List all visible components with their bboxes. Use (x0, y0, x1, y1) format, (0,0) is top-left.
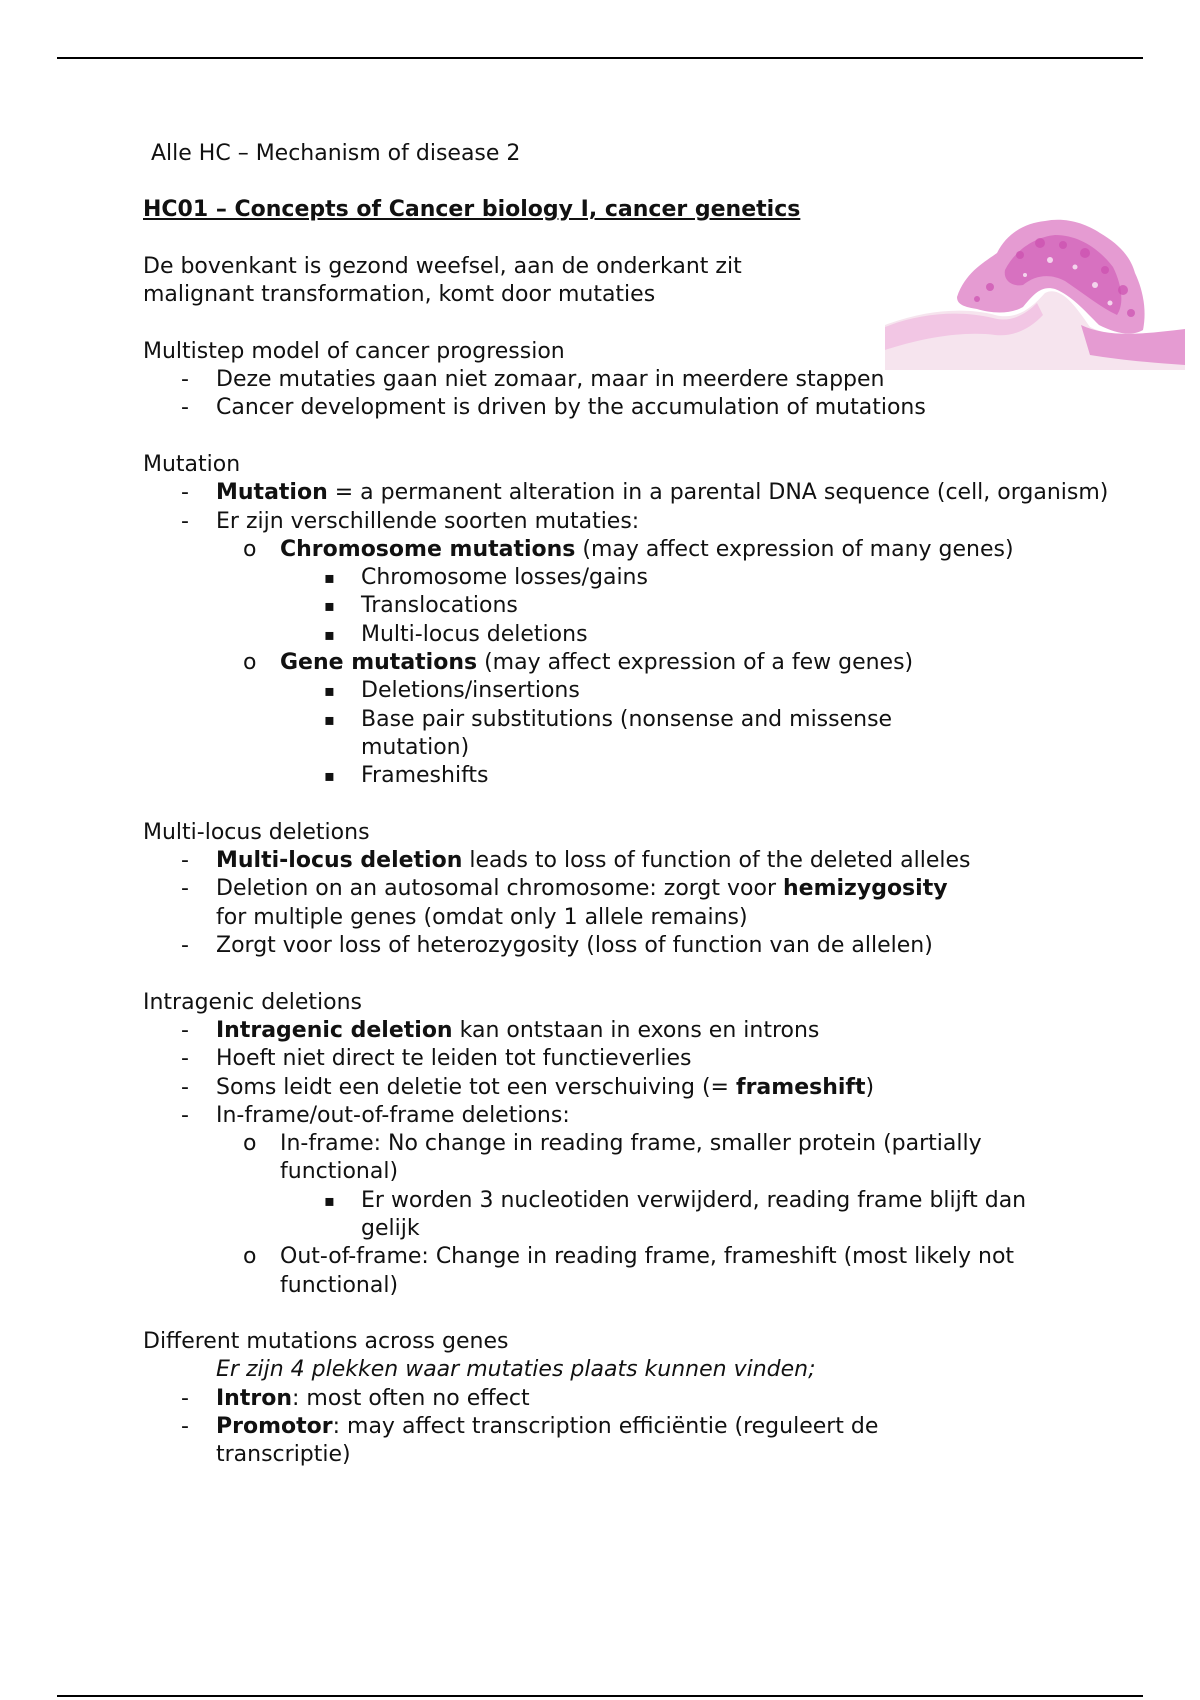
lecture-heading: HC01 – Concepts of Cancer biology I, cancer genetics (143, 197, 801, 223)
list-item: - Intron: most often no effect (143, 1385, 1143, 1413)
term-promotor: Promotor (216, 1414, 333, 1440)
term-intron: Intron (216, 1385, 292, 1411)
list-item: - Hoeft niet direct te leiden tot functieverlies (143, 1045, 1143, 1073)
list-item: o Gene mutations (may affect expression of a few genes) (143, 649, 1143, 677)
section-title-multistep: Multistep model of cancer progression (143, 338, 565, 364)
dash-marker: - (181, 480, 189, 506)
square-marker: ▪ (324, 681, 335, 701)
square-marker: ▪ (324, 596, 335, 616)
circle-marker: o (243, 1244, 257, 1270)
dash-marker: - (181, 1017, 189, 1043)
list-item: ▪ Multi-locus deletions (143, 621, 1143, 649)
term-frameshift: frameshift (736, 1074, 866, 1100)
dash-marker: - (181, 933, 189, 959)
dash-marker: - (181, 508, 189, 534)
dash-marker: - (181, 1074, 189, 1100)
list-item: - Deze mutaties gaan niet zomaar, maar in meerdere stappen (143, 366, 1143, 394)
list-item: ▪ Translocations (143, 592, 1143, 620)
list-item: o In-frame: No change in reading frame, smaller protein (partially functional) (243, 1131, 982, 1185)
document-body (143, 140, 1143, 1470)
dash-marker: - (181, 1385, 189, 1411)
section-title-multilocus: Multi-locus deletions (143, 819, 370, 845)
circle-marker: o (243, 536, 257, 562)
dash-marker: - (181, 1046, 189, 1072)
section-title-mutation: Mutation (143, 451, 241, 477)
square-marker: ▪ (324, 624, 335, 644)
list-item: ▪ Deletions/insertions (143, 677, 1143, 705)
list-item: - In-frame/out-of-frame deletions: (143, 1102, 1143, 1130)
list-item: - Promotor: may affect transcription efficiëntie (reguleert de transcriptie) (181, 1414, 879, 1468)
term-multilocus-deletion: Multi-locus deletion (216, 848, 463, 874)
dash-marker: - (181, 876, 189, 902)
document-title: Alle HC – Mechanism of disease 2 (151, 141, 521, 166)
term-mutation: Mutation (216, 480, 328, 506)
intro-paragraph: De bovenkant is gezond weefsel, aan de onderkant zit malignant transformation, komt door mutaties (143, 253, 742, 308)
list-item: ▪ Base pair substitutions (nonsense and missense mutation) (324, 706, 893, 760)
list-item: o Out-of-frame: Change in reading frame, frameshift (most likely not functional) (243, 1244, 1015, 1298)
list-item: o Chromosome mutations (may affect expression of many genes) (143, 536, 1143, 564)
dash-marker: - (181, 848, 189, 874)
circle-marker: o (243, 650, 257, 676)
section-title-different: Different mutations across genes (143, 1329, 509, 1355)
dash-marker: - (181, 1102, 189, 1128)
square-marker: ▪ (324, 709, 335, 729)
term-hemizygosity: hemizygosity (783, 876, 948, 902)
dash-marker: - (181, 367, 189, 393)
square-marker: ▪ (324, 568, 335, 588)
header-rule (57, 57, 1143, 59)
list-item: ▪ Chromosome losses/gains (143, 564, 1143, 592)
list-item: - Mutation = a permanent alteration in a parental DNA sequence (cell, organism) (143, 479, 1143, 507)
list-item: - Multi-locus deletion leads to loss of function of the deleted alleles (143, 847, 1143, 875)
list-item: - Cancer development is driven by the accumulation of mutations (143, 394, 1143, 422)
list-item: - Soms leidt een deletie tot een verschuiving (= frameshift) (143, 1074, 1143, 1102)
square-marker: ▪ (324, 1190, 335, 1210)
circle-marker: o (243, 1131, 257, 1157)
list-item: - Zorgt voor loss of heterozygosity (loss of function van de allelen) (143, 932, 1143, 960)
list-item: - Er zijn verschillende soorten mutaties: (143, 508, 1143, 536)
italic-note: Er zijn 4 plekken waar mutaties plaats kunnen vinden; (216, 1357, 816, 1383)
list-item: ▪ Er worden 3 nucleotiden verwijderd, reading frame blijft dan gelijk (324, 1187, 1027, 1241)
term-chromosome-mutations: Chromosome mutations (280, 536, 576, 562)
term-intragenic-deletion: Intragenic deletion (216, 1017, 453, 1043)
dash-marker: - (181, 395, 189, 421)
square-marker: ▪ (324, 766, 335, 786)
dash-marker: - (181, 1414, 189, 1440)
term-gene-mutations: Gene mutations (280, 650, 478, 676)
section-title-intragenic: Intragenic deletions (143, 989, 362, 1015)
list-item: - Intragenic deletion kan ontstaan in exons en introns (143, 1017, 1143, 1045)
list-item: - Deletion on an autosomal chromosome: zorgt voor hemizygosity for multiple genes (omdat only 1 allele remains) (181, 876, 948, 930)
footer-rule (57, 1695, 1143, 1697)
list-item: ▪ Frameshifts (143, 762, 1143, 790)
